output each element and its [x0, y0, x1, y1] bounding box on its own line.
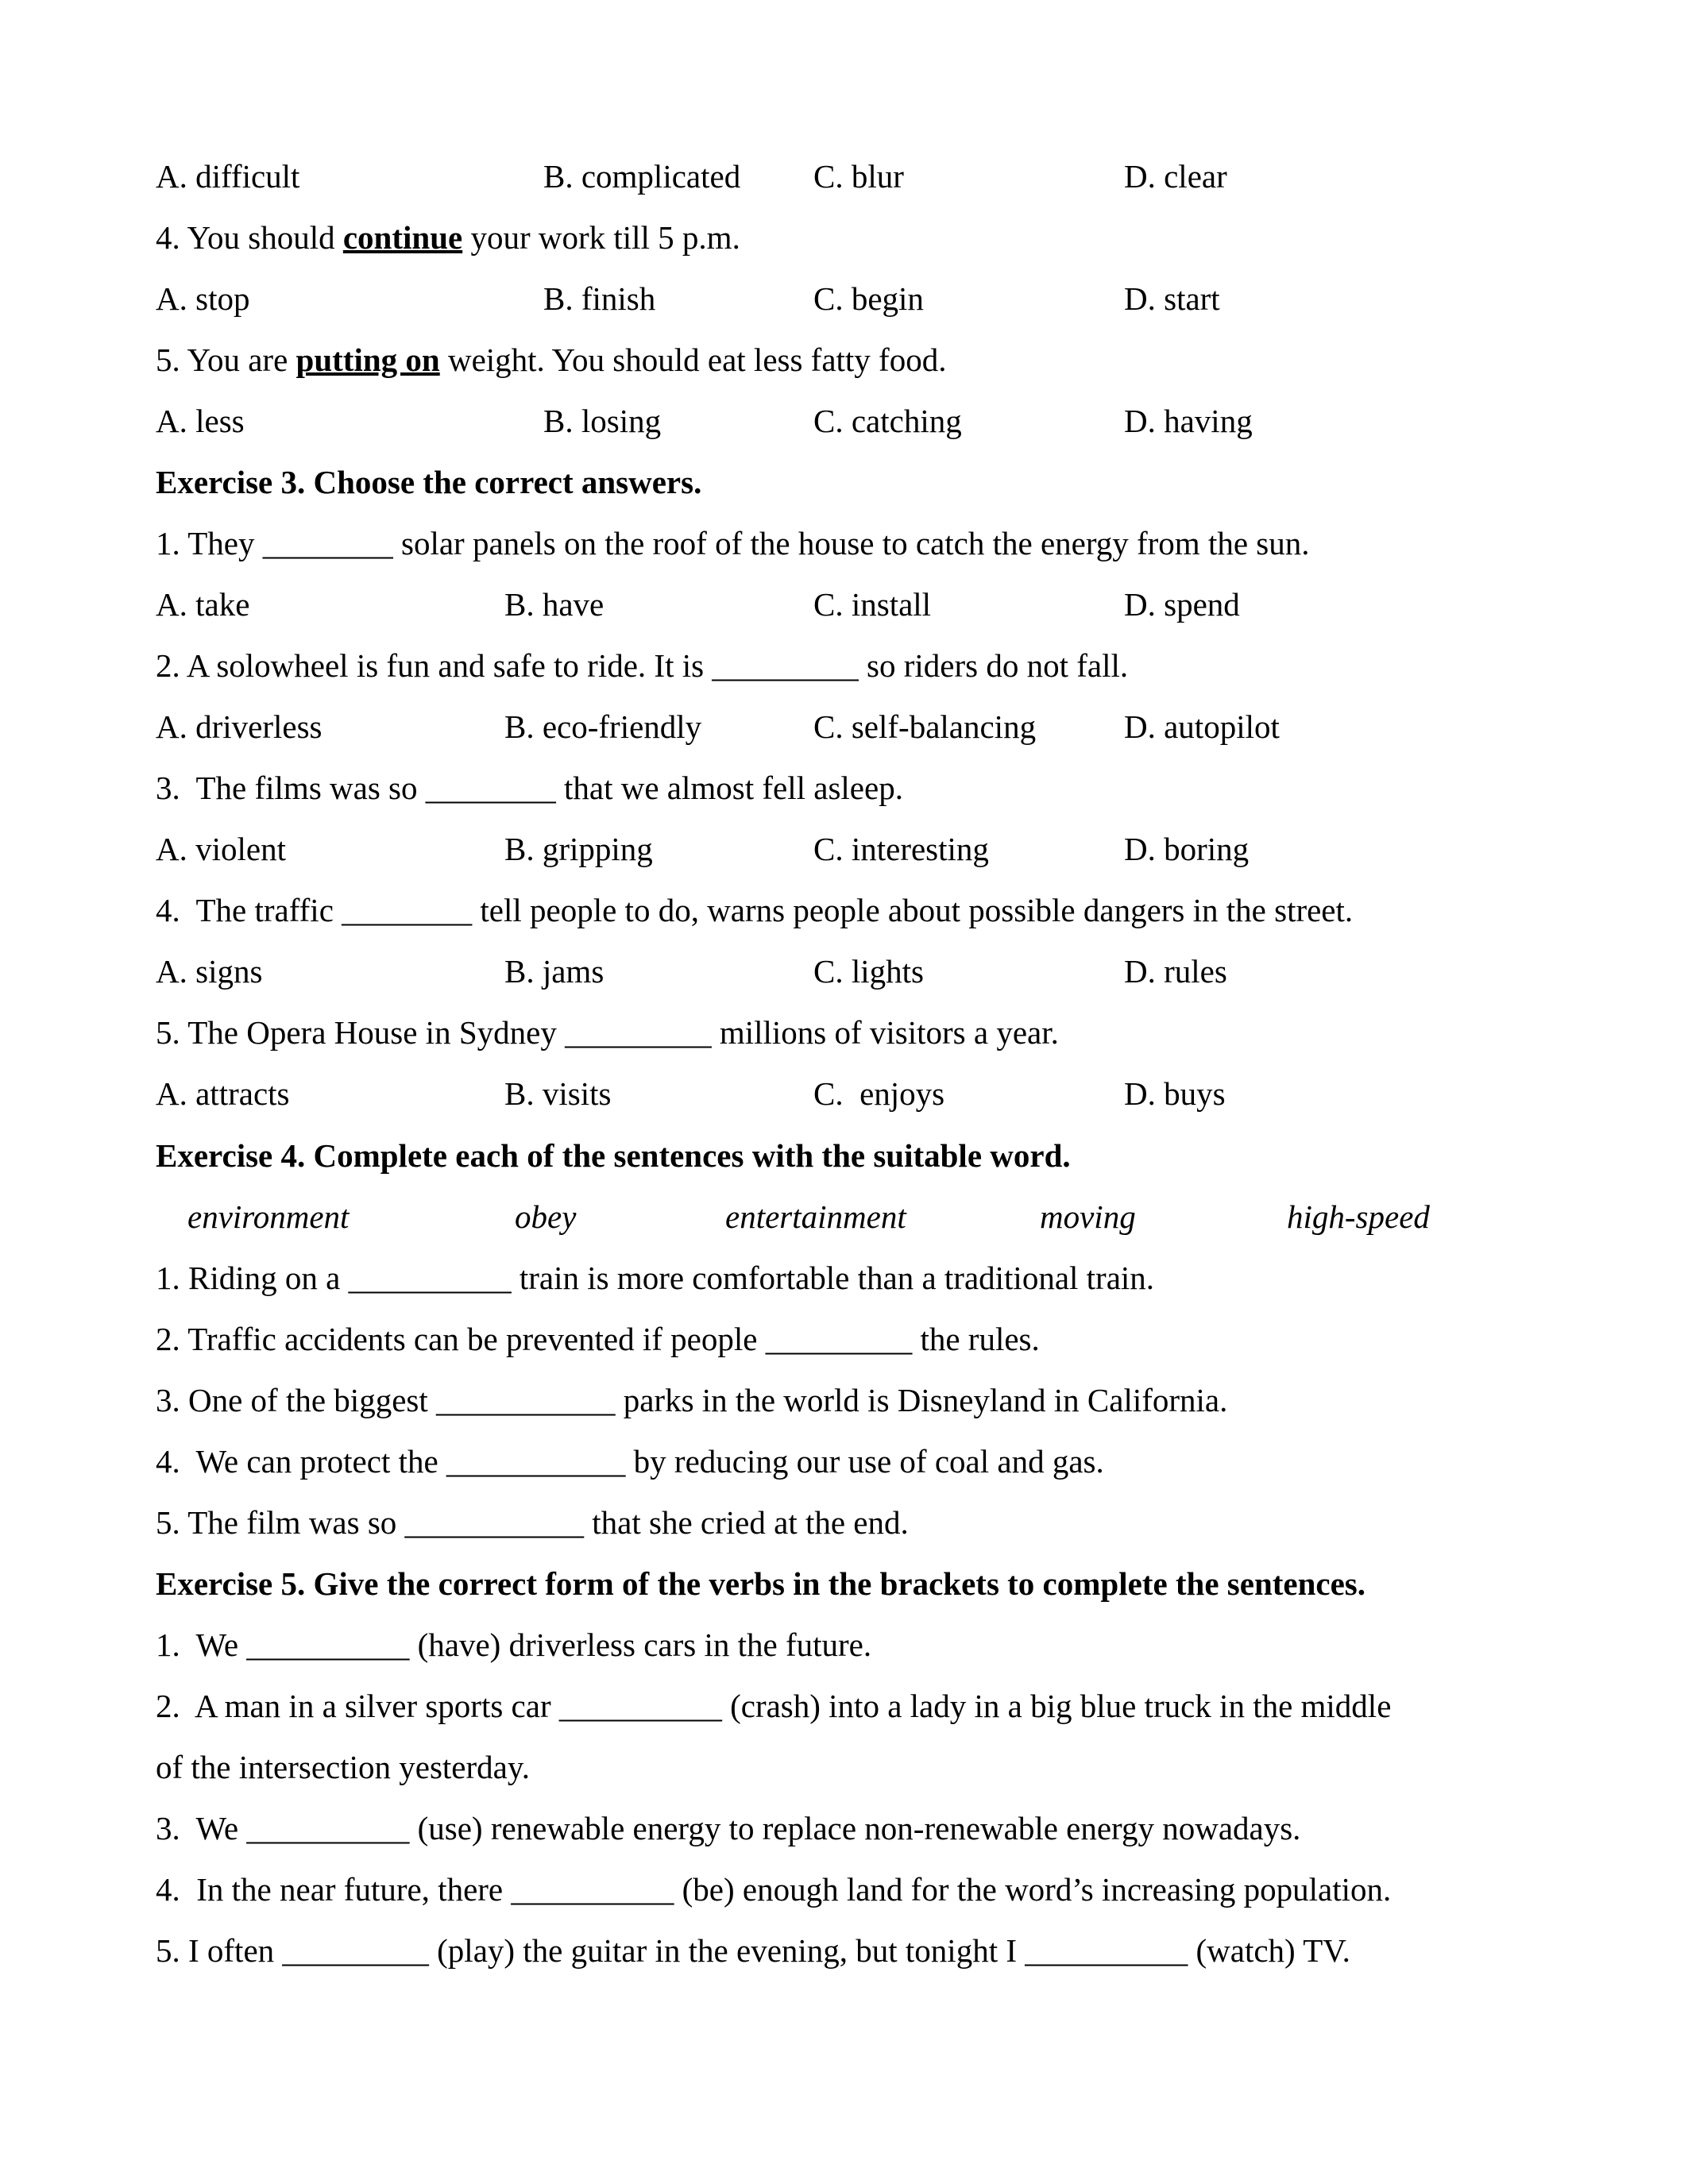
option-b: B. have — [504, 586, 605, 623]
ex5-sentence: 2. A man in a silver sports car __________ (crash) into a lady in a big blue truck in the middle — [156, 1688, 1392, 1724]
exercise-5-title: Exercise 5. Give the correct form of the verbs in the brackets to complete the sentences. — [156, 1565, 1366, 1602]
option-a: A. attracts — [156, 1075, 290, 1112]
ex3-question: 5. The Opera House in Sydney _________ millions of visitors a year. — [156, 1014, 1059, 1051]
ex5-sentence-continued: of the intersection yesterday. — [156, 1749, 530, 1785]
word-bank-item: obey — [515, 1198, 577, 1235]
option-a: A. violent — [156, 831, 286, 867]
option-c: C. self-balancing — [813, 708, 1037, 745]
key-word: putting on — [295, 341, 440, 378]
option-c: C. enjoys — [813, 1075, 945, 1112]
ex5-sentence: 3. We __________ (use) renewable energy to replace non-renewable energy nowadays. — [156, 1810, 1301, 1846]
option-c: C. interesting — [813, 831, 989, 867]
option-c: C. lights — [813, 953, 924, 990]
question-text: your work till 5 p.m. — [462, 219, 740, 256]
exercise-3-title: Exercise 3. Choose the correct answers. — [156, 464, 702, 500]
ex5-sentence: 5. I often _________ (play) the guitar in the evening, but tonight I __________ (watch) TV. — [156, 1932, 1350, 1969]
option-a: A. driverless — [156, 708, 323, 745]
option-a: A. stop — [156, 280, 250, 317]
question-text: 4. You should — [156, 219, 343, 256]
ex5-sentence: 1. We __________ (have) driverless cars in the future. — [156, 1626, 872, 1663]
option-c: C. blur — [813, 158, 904, 195]
ex5-sentence: 4. In the near future, there __________ (be) enough land for the word’s increasing population. — [156, 1871, 1392, 1908]
ex4-sentence: 2. Traffic accidents can be prevented if people _________ the rules. — [156, 1321, 1040, 1357]
option-b: B. finish — [543, 280, 656, 317]
option-d: D. boring — [1124, 831, 1250, 867]
option-a: A. difficult — [156, 158, 300, 195]
option-b: B. losing — [543, 403, 662, 439]
option-d: D. clear — [1124, 158, 1227, 195]
option-b: B. jams — [504, 953, 605, 990]
word-bank-item: moving — [1040, 1198, 1136, 1235]
ex3-question: 4. The traffic ________ tell people to do, warns people about possible dangers in the street. — [156, 892, 1354, 928]
option-d: D. rules — [1124, 953, 1227, 990]
option-d: D. spend — [1124, 586, 1240, 623]
word-bank-item: environment — [187, 1198, 350, 1235]
ex2-question-5 — [156, 330, 946, 391]
option-a: A. take — [156, 586, 250, 623]
question-text: 5. You are — [156, 341, 296, 378]
option-b: B. visits — [504, 1075, 612, 1112]
option-d: D. having — [1124, 403, 1253, 439]
option-d: D. autopilot — [1124, 708, 1280, 745]
question-text: weight. You should eat less fatty food. — [439, 341, 947, 378]
option-c: C. begin — [813, 280, 924, 317]
ex3-question: 1. They ________ solar panels on the roof of the house to catch the energy from the sun. — [156, 525, 1310, 561]
ex4-sentence: 5. The film was so ___________ that she cried at the end. — [156, 1504, 909, 1541]
ex4-sentence: 4. We can protect the ___________ by reducing our use of coal and gas. — [156, 1443, 1104, 1480]
option-c: C. catching — [813, 403, 962, 439]
word-bank-item: high-speed — [1287, 1198, 1430, 1235]
ex4-sentence: 3. One of the biggest ___________ parks in the world is Disneyland in California. — [156, 1382, 1228, 1418]
exercise-4-title: Exercise 4. Complete each of the sentences with the suitable word. — [156, 1137, 1071, 1174]
word-bank-item: entertainment — [725, 1198, 906, 1235]
ex3-question: 3. The films was so ________ that we almost fell asleep. — [156, 770, 903, 806]
option-d: D. buys — [1124, 1075, 1226, 1112]
ex2-question-4 — [156, 207, 740, 268]
option-d: D. start — [1124, 280, 1220, 317]
option-a: A. less — [156, 403, 245, 439]
option-b: B. complicated — [543, 158, 741, 195]
option-c: C. install — [813, 586, 932, 623]
option-b: B. gripping — [504, 831, 653, 867]
ex4-sentence: 1. Riding on a __________ train is more comfortable than a traditional train. — [156, 1260, 1155, 1296]
key-word: continue — [342, 219, 463, 256]
option-b: B. eco-friendly — [504, 708, 702, 745]
option-a: A. signs — [156, 953, 263, 990]
ex3-question: 2. A solowheel is fun and safe to ride. It is _________ so riders do not fall. — [156, 647, 1129, 684]
